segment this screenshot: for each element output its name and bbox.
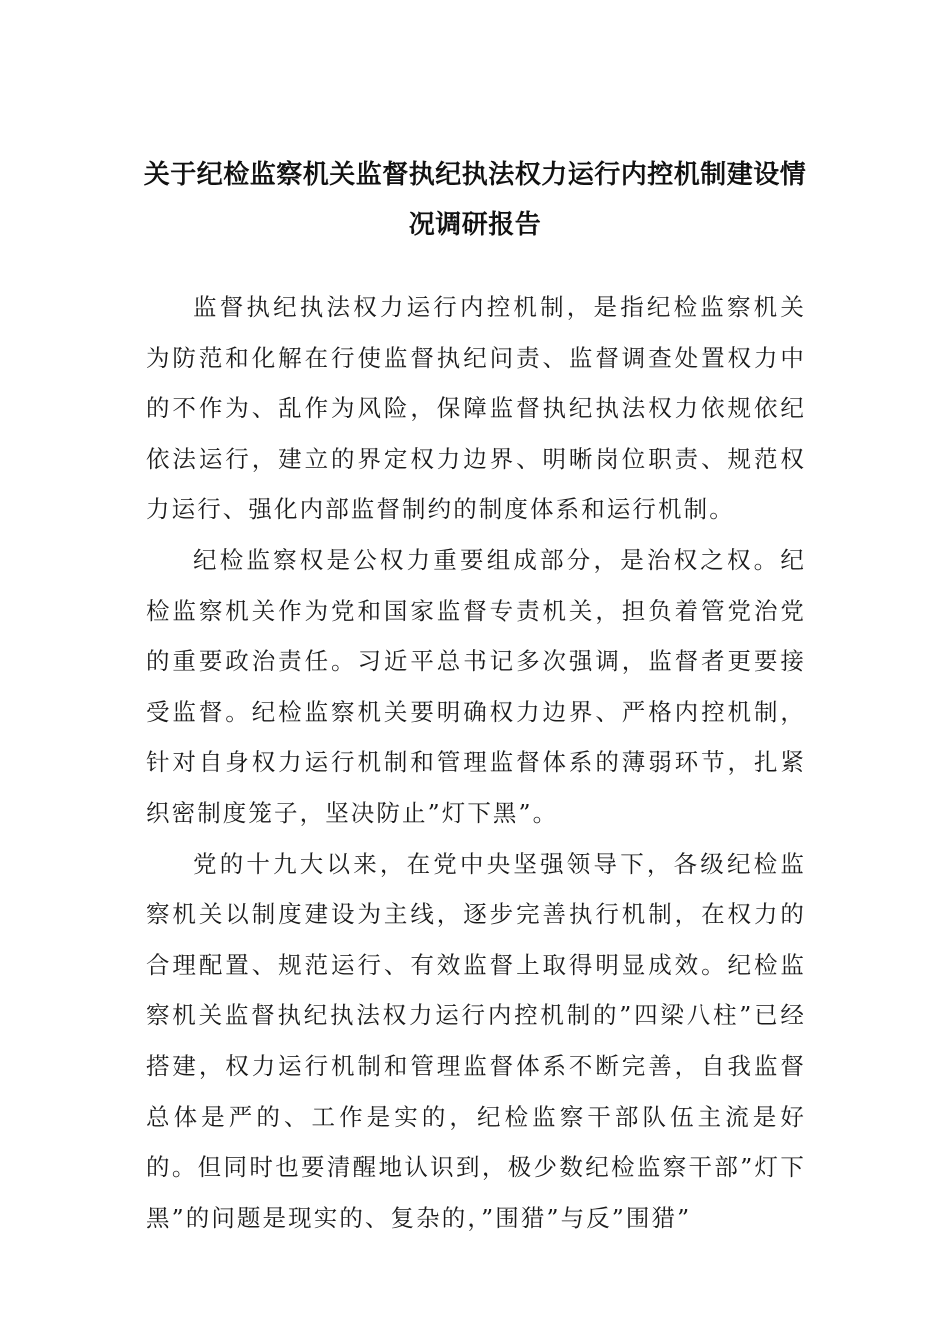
paragraph-3: 党的十九大以来，在党中央坚强领导下，各级纪检监察机关以制度建设为主线，逐步完善执行机制，在权力的合理配置、规范运行、有效监督上取得明显成效。纪检监察机关监督执纪执法权力运行内控机制的”四梁八柱”已经搭建，权力运行机制和管理监督体系不断完善，自我监督总体是严的、工作是实的，纪检监察干部队伍主流是好的。但同时也要清醒地认识到，极少数纪检监察干部”灯下黑”的问题是现实的、复杂的，”围猎”与反”围猎”	[146, 849, 806, 1232]
title-line-2: 况调研报告	[408, 210, 542, 240]
paragraph-1: 监督执纪执法权力运行内控机制，是指纪检监察机关为防范和化解在行使监督执纪问责、监督调查处置权力中的不作为、乱作为风险，保障监督执纪执法权力依规依纪依法运行，建立的界定权力边界、明晰岗位职责、规范权力运行、强化内部监督制约的制度体系和运行机制。	[146, 293, 806, 524]
document-title	[140, 150, 810, 250]
document-body	[146, 282, 806, 1243]
paragraph-2: 纪检监察权是公权力重要组成部分，是治权之权。纪检监察机关作为党和国家监督专责机关，担负着管党治党的重要政治责任。习近平总书记多次强调，监督者更要接受监督。纪检监察机关要明确权力边界、严格内控机制，针对自身权力运行机制和管理监督体系的薄弱环节，扎紧织密制度笼子，坚决防止”灯下黑”。	[146, 545, 806, 827]
title-line-1: 关于纪检监察机关监督执纪执法权力运行内控机制建设情	[143, 160, 807, 190]
